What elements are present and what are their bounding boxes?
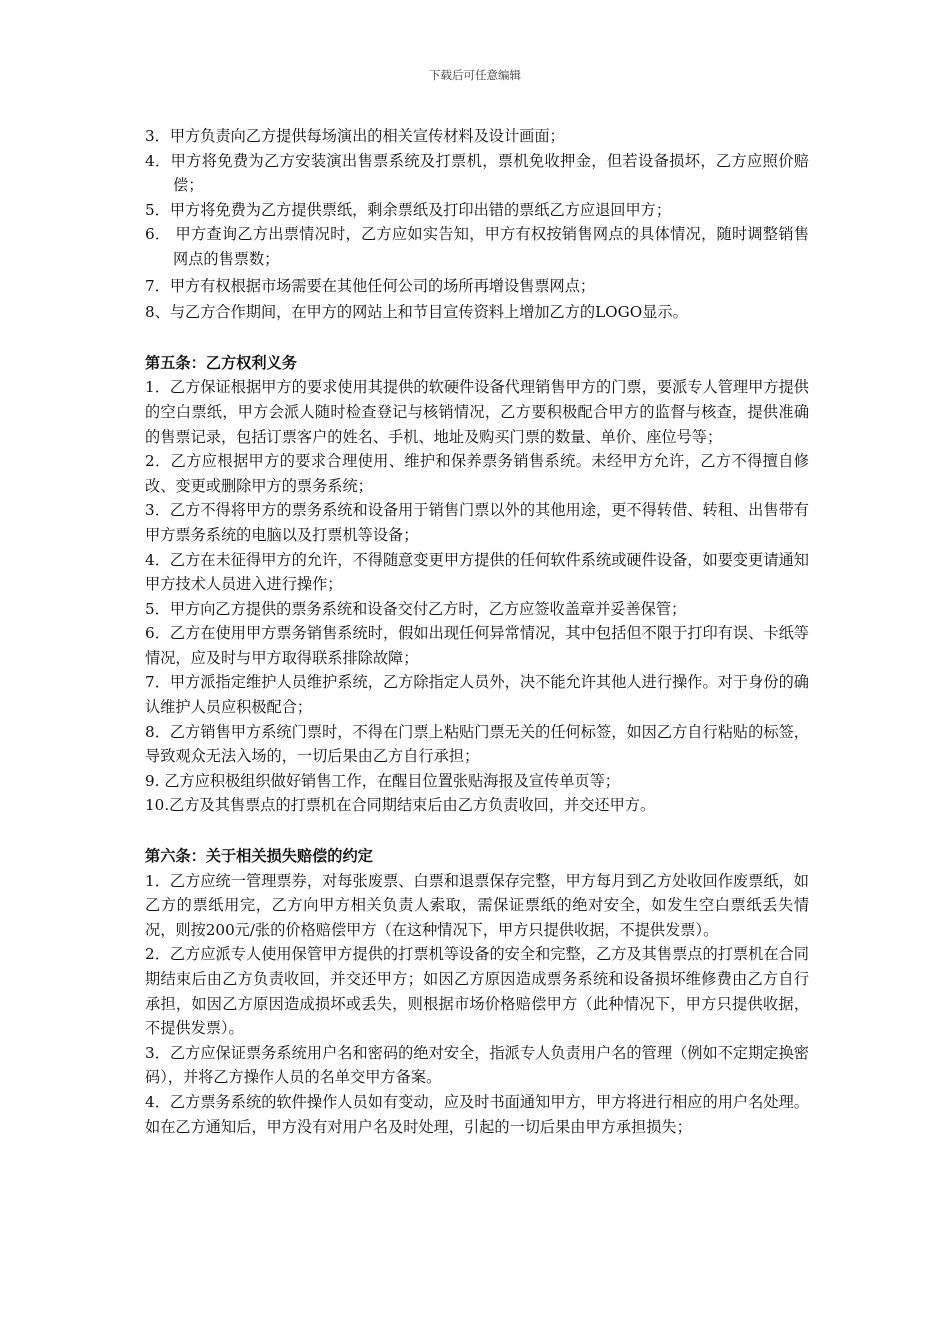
section6-item-2: 2．乙方应派专人使用保管甲方提供的打票机等设备的安全和完整，乙方及其售票点的打票机在合同期结束后由乙方负责收回，并交还甲方；如因乙方原因造成票务系统和设备损坏维修费由乙方自行承担，如因乙方原因造成损坏或丢失，则根据市场价格赔偿甲方（此种情况下，甲方只提供收据，不提供发票）。	[145, 945, 809, 1038]
section5-item-10: 10.乙方及其售票点的打票机在合同期结束后由乙方负责收回，并交还甲方。	[145, 796, 656, 815]
section5-item-6: 6．乙方在使用甲方票务销售系统时，假如出现任何异常情况，其中包括但不限于打印有误、卡纸等情况，应及时与甲方取得联系排除故障；	[145, 624, 809, 667]
intro-item-4: 4．甲方将免费为乙方安装演出售票系统及打票机，票机免收押金，但若设备损坏，乙方应照价赔偿；	[145, 151, 809, 195]
section5-title: 第五条：乙方权利义务	[145, 353, 297, 372]
document-body	[145, 124, 809, 1139]
section6-item-1: 1．乙方应统一管理票券，对每张废票、白票和退票保存完整，甲方每月到乙方处收回作废票纸，如乙方的票纸用完，乙方向甲方相关负责人索取，需保证票纸的绝对安全，如发生空白票纸丢失情况，则按200元/张的价格赔偿甲方（在这种情况下，甲方只提供收据，不提供发票）。	[145, 871, 809, 939]
section5-item-5: 5．甲方向乙方提供的票务系统和设备交付乙方时，乙方应签收盖章并妥善保管；	[145, 599, 687, 618]
section5-item-4: 4．乙方在未征得甲方的允许，不得随意变更甲方提供的任何软件系统或硬件设备，如要变更请通知甲方技术人员进入进行操作；	[145, 550, 809, 594]
intro-item-6: 6． 甲方查询乙方出票情况时，乙方应如实告知，甲方有权按销售网点的具体情况，随时调整销售网点的售票数；	[145, 225, 809, 268]
section6-item-3: 3．乙方应保证票务系统用户名和密码的绝对安全，指派专人负责用户名的管理（例如不定期定换密码），并将乙方操作人员的名单交甲方备案。	[145, 1043, 809, 1087]
section5-item-2: 2．乙方应根据甲方的要求合理使用、维护和保养票务销售系统。未经甲方允许，乙方不得擅自修改、变更或删除甲方的票务系统；	[145, 452, 809, 495]
section5-item-8: 8．乙方销售甲方系统门票时，不得在门票上粘贴门票无关的任何标签，如因乙方自行粘贴的标签，导致观众无法入场的，一切后果由乙方自行承担；	[145, 722, 809, 766]
intro-item-3: 3．甲方负责向乙方提供每场演出的相关宣传材料及设计画面；	[145, 127, 565, 145]
section6-title: 第六条：关于相关损失赔偿的约定	[145, 847, 373, 866]
section5-item-9: 9. 乙方应积极组织做好销售工作，在醒目位置张贴海报及宣传单页等；	[145, 771, 620, 790]
section5-item-7: 7．甲方派指定维护人员维护系统，乙方除指定人员外，决不能允许其他人进行操作。对于身份的确认维护人员应积极配合；	[145, 673, 809, 717]
section5-item-3: 3．乙方不得将甲方的票务系统和设备用于销售门票以外的其他用途，更不得转借、转租、出售带有甲方票务系统的电脑以及打票机等设备；	[145, 501, 809, 544]
intro-item-8: 8、与乙方合作期间，在甲方的网站上和节目宣传资料上增加乙方的LOGO显示。	[145, 303, 688, 322]
section6-item-4: 4．乙方票务系统的软件操作人员如有变动，应及时书面通知甲方，甲方将进行相应的用户名处理。如在乙方通知后，甲方没有对用户名及时处理，引起的一切后果由甲方承担损失；	[145, 1092, 809, 1136]
intro-item-5: 5．甲方将免费为乙方提供票纸，剩余票纸及打印出错的票纸乙方应退回甲方；	[145, 200, 672, 219]
header-note: 下载后可任意编辑	[429, 68, 521, 82]
intro-item-7: 7．甲方有权根据市场需要在其他任何公司的场所再增设售票网点；	[145, 276, 596, 295]
section5-item-1: 1．乙方保证根据甲方的要求使用其提供的软硬件设备代理销售甲方的门票，要派专人管理甲方提供的空白票纸，甲方会派人随时检查登记与核销情况，乙方要积极配合甲方的监督与核查，提供准确的售票记录，包括订票客户的姓名、手机、地址及购买门票的数量、单价、座位号等；	[145, 378, 809, 446]
